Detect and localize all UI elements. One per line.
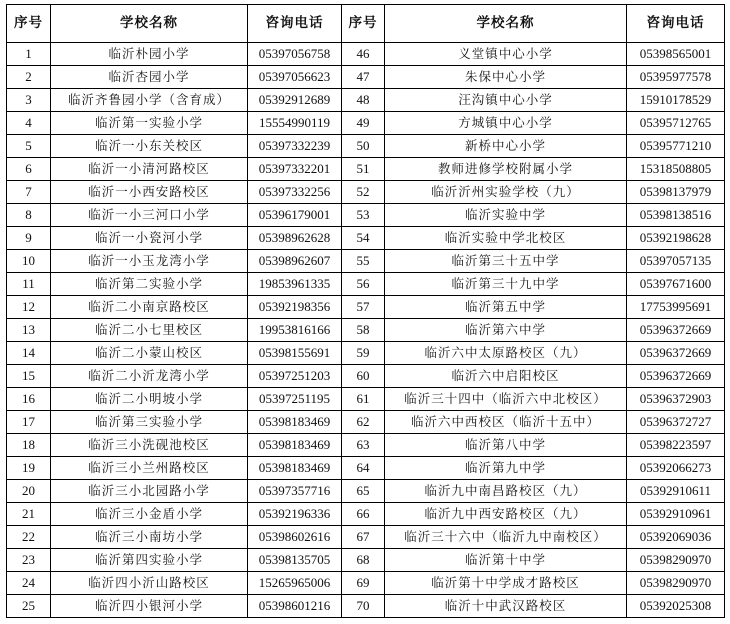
school-name-cell: 临沂第九中学 <box>385 457 627 480</box>
phone-cell: 05395712765 <box>627 112 725 135</box>
seq-cell: 47 <box>342 66 385 89</box>
phone-cell: 05397357716 <box>248 480 342 503</box>
phone-cell: 05396372669 <box>627 342 725 365</box>
school-name-cell: 临沂一小玉龙湾小学 <box>51 250 248 273</box>
table-row <box>7 480 725 503</box>
seq-cell: 7 <box>7 181 51 204</box>
phone-cell: 05396179001 <box>248 204 342 227</box>
school-name-cell: 临沂第二实验小学 <box>51 273 248 296</box>
phone-cell: 05397332239 <box>248 135 342 158</box>
phone-cell: 05395771210 <box>627 135 725 158</box>
table-row <box>7 43 725 66</box>
seq-cell: 52 <box>342 181 385 204</box>
phone-cell: 05392910961 <box>627 503 725 526</box>
seq-cell: 66 <box>342 503 385 526</box>
table-row <box>7 135 725 158</box>
seq-cell: 56 <box>342 273 385 296</box>
table-row <box>7 457 725 480</box>
seq-cell: 14 <box>7 342 51 365</box>
school-name-cell: 临沂齐鲁园小学（含育成） <box>51 89 248 112</box>
phone-cell: 05398565001 <box>627 43 725 66</box>
seq-cell: 50 <box>342 135 385 158</box>
phone-cell: 05398183469 <box>248 411 342 434</box>
school-name-cell: 朱保中心小学 <box>385 66 627 89</box>
school-name-cell: 临沂一小西安路校区 <box>51 181 248 204</box>
school-name-cell: 临沂九中南昌路校区（九） <box>385 480 627 503</box>
seq-cell: 64 <box>342 457 385 480</box>
phone-cell: 05398138516 <box>627 204 725 227</box>
phone-cell: 05396372903 <box>627 388 725 411</box>
phone-cell: 05398962628 <box>248 227 342 250</box>
seq-cell: 69 <box>342 572 385 595</box>
phone-cell: 05397671600 <box>627 273 725 296</box>
school-name-cell: 临沂四小沂山路校区 <box>51 572 248 595</box>
phone-cell: 05398155691 <box>248 342 342 365</box>
seq-cell: 51 <box>342 158 385 181</box>
seq-cell: 4 <box>7 112 51 135</box>
phone-cell: 05395977578 <box>627 66 725 89</box>
seq-cell: 54 <box>342 227 385 250</box>
seq-cell: 18 <box>7 434 51 457</box>
seq-cell: 25 <box>7 595 51 618</box>
phone-cell: 05398223597 <box>627 434 725 457</box>
school-name-cell: 临沂三十四中（临沂六中北校区） <box>385 388 627 411</box>
seq-cell: 20 <box>7 480 51 503</box>
school-name-cell: 方城镇中心小学 <box>385 112 627 135</box>
school-name-cell: 临沂三小兰州路校区 <box>51 457 248 480</box>
phone-cell: 15554990119 <box>248 112 342 135</box>
seq-cell: 53 <box>342 204 385 227</box>
school-name-cell: 临沂一小瓷河小学 <box>51 227 248 250</box>
phone-cell: 05397332201 <box>248 158 342 181</box>
school-name-cell: 教师进修学校附属小学 <box>385 158 627 181</box>
seq-cell: 63 <box>342 434 385 457</box>
phone-cell: 05398962607 <box>248 250 342 273</box>
school-name-cell: 临沂二小沂龙湾小学 <box>51 365 248 388</box>
seq-cell: 48 <box>342 89 385 112</box>
school-name-cell: 临沂三小南坊小学 <box>51 526 248 549</box>
school-name-cell: 临沂三小洗砚池校区 <box>51 434 248 457</box>
seq-cell: 2 <box>7 66 51 89</box>
table-row <box>7 595 725 618</box>
school-name-cell: 临沂第五中学 <box>385 296 627 319</box>
table-row <box>7 526 725 549</box>
seq-cell: 21 <box>7 503 51 526</box>
phone-cell: 15265965006 <box>248 572 342 595</box>
school-name-cell: 临沂六中西校区（临沂十五中） <box>385 411 627 434</box>
seq-cell: 57 <box>342 296 385 319</box>
school-name-cell: 临沂六中太原路校区（九） <box>385 342 627 365</box>
seq-cell: 55 <box>342 250 385 273</box>
table-row <box>7 227 725 250</box>
phone-cell: 05398602616 <box>248 526 342 549</box>
school-name-cell: 义堂镇中心小学 <box>385 43 627 66</box>
school-name-cell: 临沂二小七里校区 <box>51 319 248 342</box>
phone-cell: 05392066273 <box>627 457 725 480</box>
seq-cell: 13 <box>7 319 51 342</box>
phone-cell: 05396372669 <box>627 365 725 388</box>
seq-cell: 16 <box>7 388 51 411</box>
seq-cell: 9 <box>7 227 51 250</box>
phone-cell: 05396372669 <box>627 319 725 342</box>
school-name-cell: 临沂第三实验小学 <box>51 411 248 434</box>
school-name-cell: 临沂三小北园路小学 <box>51 480 248 503</box>
phone-cell: 05397251203 <box>248 365 342 388</box>
header-seq-right: 序号 <box>342 5 385 43</box>
seq-cell: 59 <box>342 342 385 365</box>
seq-cell: 49 <box>342 112 385 135</box>
seq-cell: 62 <box>342 411 385 434</box>
school-name-cell: 临沂二小南京路校区 <box>51 296 248 319</box>
school-name-cell: 临沂一小清河路校区 <box>51 158 248 181</box>
school-name-cell: 临沂六中启阳校区 <box>385 365 627 388</box>
school-name-cell: 临沂二小明坡小学 <box>51 388 248 411</box>
phone-cell: 05392910611 <box>627 480 725 503</box>
phone-cell: 05398183469 <box>248 434 342 457</box>
phone-cell: 05398137979 <box>627 181 725 204</box>
seq-cell: 58 <box>342 319 385 342</box>
seq-cell: 67 <box>342 526 385 549</box>
school-name-cell: 临沂第八中学 <box>385 434 627 457</box>
seq-cell: 15 <box>7 365 51 388</box>
seq-cell: 46 <box>342 43 385 66</box>
table-header-row <box>7 5 725 43</box>
seq-cell: 70 <box>342 595 385 618</box>
phone-cell: 05397057135 <box>627 250 725 273</box>
phone-cell: 19953816166 <box>248 319 342 342</box>
school-name-cell: 临沂朴园小学 <box>51 43 248 66</box>
header-school-right: 学校名称 <box>385 5 627 43</box>
school-name-cell: 临沂杏园小学 <box>51 66 248 89</box>
phone-cell: 05396372727 <box>627 411 725 434</box>
header-phone-left: 咨询电话 <box>248 5 342 43</box>
seq-cell: 60 <box>342 365 385 388</box>
seq-cell: 22 <box>7 526 51 549</box>
school-name-cell: 临沂沂州实验学校（九） <box>385 181 627 204</box>
table-row <box>7 434 725 457</box>
table-row <box>7 503 725 526</box>
table-row <box>7 572 725 595</box>
school-name-cell: 临沂第六中学 <box>385 319 627 342</box>
table-row <box>7 181 725 204</box>
school-name-cell: 临沂一小三河口小学 <box>51 204 248 227</box>
school-name-cell: 临沂第三十九中学 <box>385 273 627 296</box>
table-body <box>7 43 725 618</box>
table-row <box>7 89 725 112</box>
table-row <box>7 112 725 135</box>
school-name-cell: 临沂第十中学成才路校区 <box>385 572 627 595</box>
phone-cell: 15910178529 <box>627 89 725 112</box>
seq-cell: 11 <box>7 273 51 296</box>
table-row <box>7 549 725 572</box>
phone-cell: 05398290970 <box>627 572 725 595</box>
school-name-cell: 汪沟镇中心小学 <box>385 89 627 112</box>
phone-cell: 05397056623 <box>248 66 342 89</box>
table-row <box>7 342 725 365</box>
phone-cell: 05392912689 <box>248 89 342 112</box>
seq-cell: 12 <box>7 296 51 319</box>
school-name-cell: 临沂第十中学 <box>385 549 627 572</box>
school-name-cell: 临沂十中武汉路校区 <box>385 595 627 618</box>
seq-cell: 24 <box>7 572 51 595</box>
school-name-cell: 临沂二小蒙山校区 <box>51 342 248 365</box>
seq-cell: 1 <box>7 43 51 66</box>
seq-cell: 5 <box>7 135 51 158</box>
school-name-cell: 新桥中心小学 <box>385 135 627 158</box>
seq-cell: 6 <box>7 158 51 181</box>
seq-cell: 19 <box>7 457 51 480</box>
phone-cell: 17753995691 <box>627 296 725 319</box>
seq-cell: 61 <box>342 388 385 411</box>
seq-cell: 3 <box>7 89 51 112</box>
header-school-left: 学校名称 <box>51 5 248 43</box>
phone-cell: 05398290970 <box>627 549 725 572</box>
phone-cell: 05397056758 <box>248 43 342 66</box>
school-name-cell: 临沂九中西安路校区（九） <box>385 503 627 526</box>
seq-cell: 23 <box>7 549 51 572</box>
school-contact-table <box>6 4 725 618</box>
phone-cell: 05398135705 <box>248 549 342 572</box>
header-seq-left: 序号 <box>7 5 51 43</box>
seq-cell: 10 <box>7 250 51 273</box>
phone-cell: 05398601216 <box>248 595 342 618</box>
school-name-cell: 临沂三小金盾小学 <box>51 503 248 526</box>
seq-cell: 8 <box>7 204 51 227</box>
phone-cell: 15318508805 <box>627 158 725 181</box>
school-name-cell: 临沂第一实验小学 <box>51 112 248 135</box>
seq-cell: 68 <box>342 549 385 572</box>
school-name-cell: 临沂一小东关校区 <box>51 135 248 158</box>
phone-cell: 05397251195 <box>248 388 342 411</box>
phone-cell: 05392196336 <box>248 503 342 526</box>
table-row <box>7 158 725 181</box>
phone-cell: 05392025308 <box>627 595 725 618</box>
school-name-cell: 临沂实验中学 <box>385 204 627 227</box>
school-name-cell: 临沂四小银河小学 <box>51 595 248 618</box>
school-name-cell: 临沂三十六中（临沂九中南校区） <box>385 526 627 549</box>
table-row <box>7 273 725 296</box>
phone-cell: 05397332256 <box>248 181 342 204</box>
table-row <box>7 250 725 273</box>
seq-cell: 17 <box>7 411 51 434</box>
table-row <box>7 319 725 342</box>
phone-cell: 05392198628 <box>627 227 725 250</box>
table-row <box>7 365 725 388</box>
header-phone-right: 咨询电话 <box>627 5 725 43</box>
phone-cell: 05392069036 <box>627 526 725 549</box>
table-row <box>7 296 725 319</box>
table-row <box>7 66 725 89</box>
school-name-cell: 临沂第三十五中学 <box>385 250 627 273</box>
table-row <box>7 204 725 227</box>
phone-cell: 19853961335 <box>248 273 342 296</box>
table-row <box>7 411 725 434</box>
school-name-cell: 临沂实验中学北校区 <box>385 227 627 250</box>
seq-cell: 65 <box>342 480 385 503</box>
phone-cell: 05398183469 <box>248 457 342 480</box>
phone-cell: 05392198356 <box>248 296 342 319</box>
table-row <box>7 388 725 411</box>
school-name-cell: 临沂第四实验小学 <box>51 549 248 572</box>
